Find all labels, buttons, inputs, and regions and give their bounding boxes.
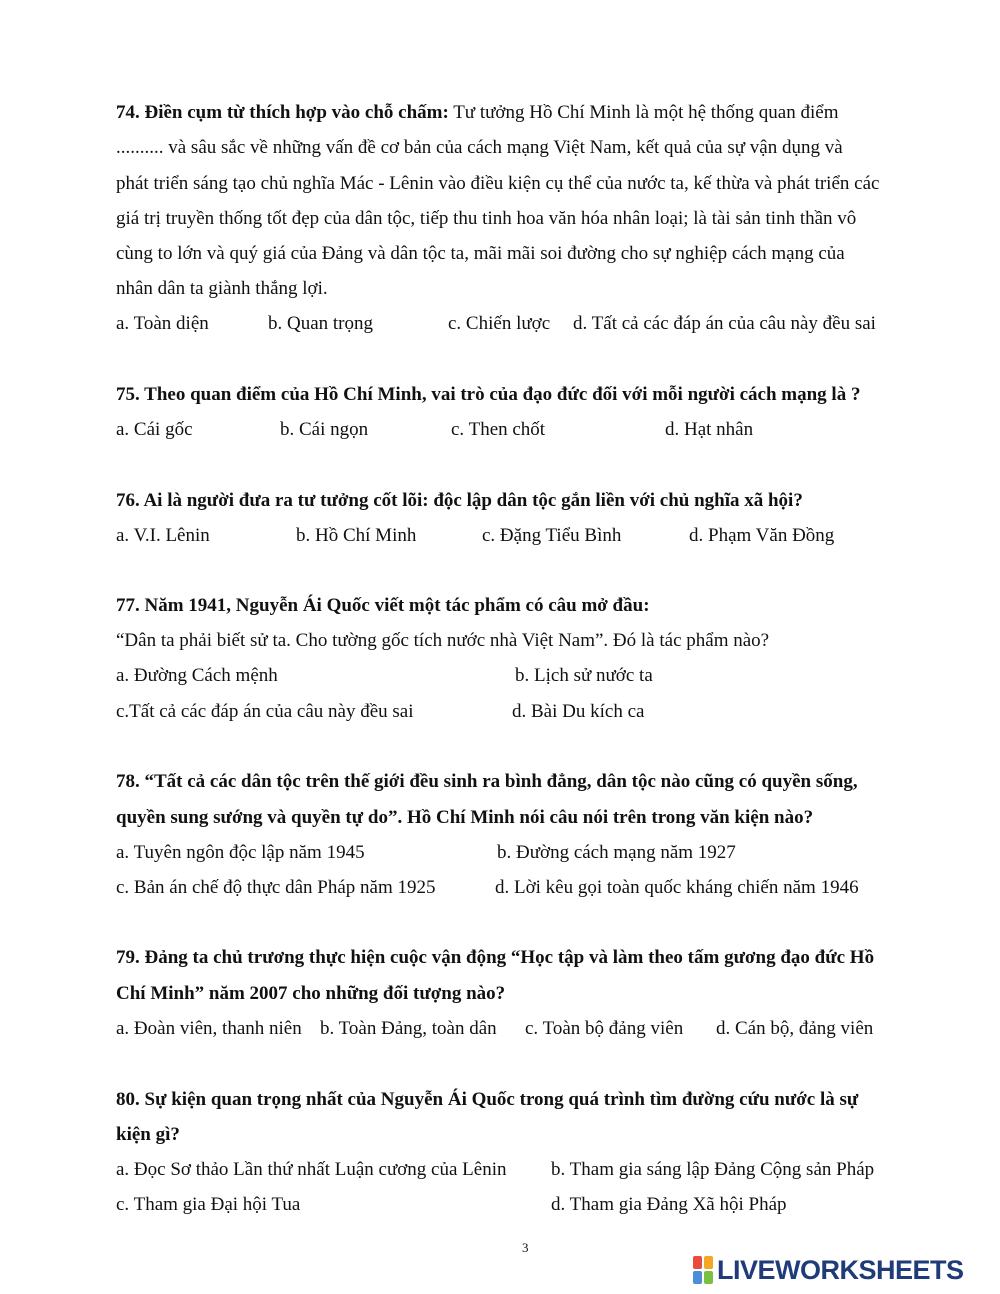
q75-option-c: c. Then chốt <box>451 419 546 440</box>
q74-option-c: c. Chiến lược <box>448 313 551 334</box>
q78-option-d: d. Lời kêu gọi toàn quốc kháng chiến năm 1946 <box>495 877 859 898</box>
q78-line-2: quyền sung sướng và quyền tự do”. Hồ Chí Minh nói câu nói trên trong văn kiện nào? <box>116 807 814 828</box>
q74-line-2: .......... và sâu sắc về những vấn đề cơ bản của cách mạng Việt Nam, kết quả của sự vận dụng và <box>116 137 843 158</box>
liveworksheets-logo-icon <box>693 1256 713 1284</box>
q79-option-b: b. Toàn Đảng, toàn dân <box>320 1018 497 1039</box>
q78-option-c: c. Bản án chế độ thực dân Pháp năm 1925 <box>116 877 436 898</box>
q75-question: 75. Theo quan điểm của Hồ Chí Minh, vai trò của đạo đức đối với mỗi người cách mạng là ? <box>116 384 861 405</box>
q74-line-1-text: Tư tưởng Hồ Chí Minh là một hệ thống quan điểm <box>448 102 839 123</box>
logo-tile-s <box>693 1271 702 1284</box>
q76-question: 76. Ai là người đưa ra tư tưởng cốt lõi: độc lập dân tộc gắn liền với chủ nghĩa xã hội? <box>116 490 803 511</box>
q80-option-d: d. Tham gia Đảng Xã hội Pháp <box>551 1194 787 1215</box>
q79-option-a: a. Đoàn viên, thanh niên <box>116 1018 302 1039</box>
q78-option-a: a. Tuyên ngôn độc lập năm 1945 <box>116 842 365 863</box>
q74-line-4: giá trị truyền thống tốt đẹp của dân tộc, tiếp thu tinh hoa văn hóa nhân loại; là tài sản tinh thần vô <box>116 208 857 229</box>
q78-line-1: 78. “Tất cả các dân tộc trên thế giới đều sinh ra bình đẳng, dân tộc nào cũng có quyền sống, <box>116 771 858 792</box>
q77-option-a: a. Đường Cách mệnh <box>116 665 278 686</box>
q76-option-b: b. Hồ Chí Minh <box>296 525 417 546</box>
q77-question: 77. Năm 1941, Nguyễn Ái Quốc viết một tác phẩm có câu mở đầu: <box>116 595 650 616</box>
q80-line-1: 80. Sự kiện quan trọng nhất của Nguyễn Ái Quốc trong quá trình tìm đường cứu nước là sự <box>116 1089 859 1110</box>
q74-option-b: b. Quan trọng <box>268 313 374 334</box>
q80-option-c: c. Tham gia Đại hội Tua <box>116 1194 301 1215</box>
q80-option-a: a. Đọc Sơ thảo Lần thứ nhất Luận cương của Lênin <box>116 1159 507 1180</box>
q74-line-1 <box>116 101 838 125</box>
q75-option-b: b. Cái ngọn <box>280 419 369 440</box>
q77-option-c: c.Tất cả các đáp án của câu này đều sai <box>116 701 414 722</box>
q75-option-a: a. Cái gốc <box>116 419 193 440</box>
logo-tile-h <box>704 1271 713 1284</box>
liveworksheets-logo-text: LIVEWORKSHEETS <box>717 1254 964 1285</box>
q76-option-c: c. Đặng Tiểu Bình <box>482 525 622 546</box>
q76-option-a: a. V.I. Lênin <box>116 525 210 546</box>
q77-option-b: b. Lịch sử nước ta <box>515 665 653 686</box>
logo-tile-w <box>704 1256 713 1269</box>
q80-option-b: b. Tham gia sáng lập Đảng Cộng sản Pháp <box>551 1159 875 1180</box>
q79-option-c: c. Toàn bộ đảng viên <box>525 1018 684 1039</box>
q75-option-d: d. Hạt nhân <box>665 419 754 440</box>
q74-line-5: cùng to lớn và quý giá của Đảng và dân tộc ta, mãi mãi soi đường cho sự nghiệp cách mạng của <box>116 243 845 264</box>
q78-option-b: b. Đường cách mạng năm 1927 <box>497 842 736 863</box>
q79-line-2: Chí Minh” năm 2007 cho những đối tượng nào? <box>116 983 506 1004</box>
q76-option-d: d. Phạm Văn Đồng <box>689 525 835 546</box>
q77-option-d: d. Bài Du kích ca <box>512 701 645 722</box>
q80-line-2: kiện gì? <box>116 1124 180 1145</box>
q79-line-1: 79. Đảng ta chủ trương thực hiện cuộc vận động “Học tập và làm theo tấm gương đạo đức Hồ <box>116 947 875 968</box>
q74-option-d: d. Tất cả các đáp án của câu này đều sai <box>573 313 876 334</box>
q74-line-3: phát triển sáng tạo chủ nghĩa Mác - Lênin vào điều kiện cụ thể của nước ta, kế thừa và phát triển các <box>116 173 880 194</box>
q74-line-6: nhân dân ta giành thắng lợi. <box>116 278 328 299</box>
page-number: 3 <box>522 1240 529 1255</box>
q79-option-d: d. Cán bộ, đảng viên <box>716 1018 874 1039</box>
q74-lead: 74. Điền cụm từ thích hợp vào chỗ chấm: <box>116 102 449 123</box>
liveworksheets-logo <box>693 1253 993 1287</box>
q77-quote: “Dân ta phải biết sử ta. Cho tường gốc tích nước nhà Việt Nam”. Đó là tác phẩm nào? <box>116 630 770 651</box>
logo-tile-l <box>693 1256 702 1269</box>
q74-option-a: a. Toàn diện <box>116 313 209 334</box>
